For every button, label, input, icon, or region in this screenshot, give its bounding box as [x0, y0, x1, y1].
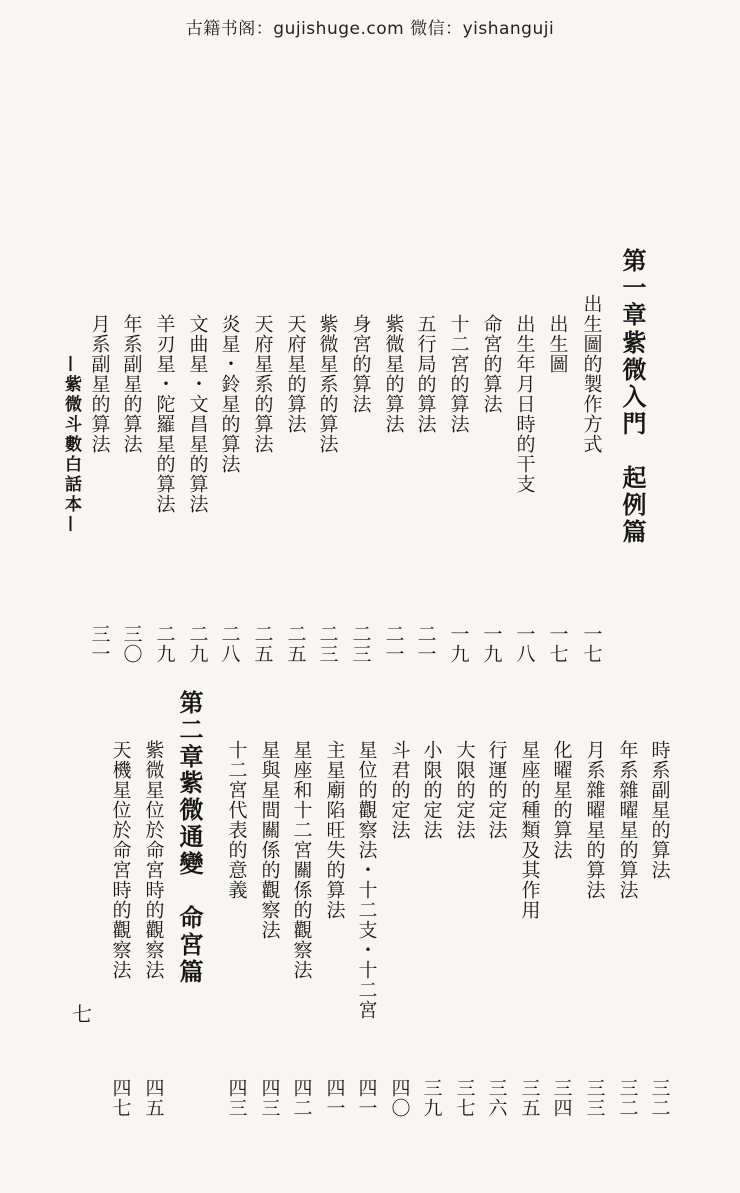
toc-entry-title: 星座和十二宮關係的觀察法 [290, 740, 313, 980]
toc-entry [610, 740, 644, 1118]
chapter-1-number: 第一章 [618, 248, 647, 329]
toc-entry [349, 740, 383, 1118]
toc-entry-title: 十二宮的算法 [447, 314, 470, 434]
toc-entry [343, 314, 377, 664]
toc-entry [447, 740, 481, 1118]
toc-entry-page: 三二 [616, 1078, 639, 1118]
toc-entry-page: 四五 [142, 1078, 165, 1118]
toc-entry-page: 三五 [518, 1078, 541, 1118]
toc-entry-title: 紫微星系的算法 [316, 314, 339, 454]
toc-entry-title: 十二宮代表的意義 [225, 740, 248, 900]
site-watermark-header: 古籍书阁：gujishuge.com 微信：yishanguji [185, 19, 555, 39]
toc-entry-title: 身宮的算法 [349, 314, 372, 414]
toc-entry [376, 314, 410, 664]
toc-entry-page: 三四 [550, 1078, 573, 1118]
toc-entry-page: 四一 [323, 1078, 346, 1118]
toc-entry-page: 二九 [186, 624, 209, 664]
toc-entry-page: 二九 [153, 624, 176, 664]
toc-entry-page: 三一 [88, 624, 111, 664]
toc-entry-page: 三三 [583, 1078, 606, 1118]
toc-entry-page: 四〇 [388, 1078, 411, 1118]
toc-entry [180, 314, 214, 664]
toc-entry-title: 命宮的算法 [480, 314, 503, 414]
toc-entry-title: 斗君的定法 [388, 740, 411, 840]
toc-entry-page: 四一 [355, 1078, 378, 1118]
toc-entry-title: 年系雜曜星的算法 [616, 740, 639, 900]
toc-entry-page: 一九 [480, 624, 503, 664]
toc-entry-title: 文曲星・文昌星的算法 [186, 314, 209, 514]
chapter-2-title: 紫微通變 命宮篇 [175, 770, 204, 986]
toc-entry-title: 主星廟陷旺失的算法 [323, 740, 346, 920]
toc-entry [310, 314, 344, 664]
toc-entry-page: 三二 [648, 1078, 671, 1118]
toc-entry [474, 314, 508, 664]
toc-entry [114, 314, 148, 664]
toc-entry-page: 三九 [420, 1078, 443, 1118]
toc-entry-title: 年系副星的算法 [120, 314, 143, 454]
toc-entry-title: 紫微星的算法 [382, 314, 405, 434]
toc-entry [136, 740, 170, 1118]
toc-entry [103, 740, 137, 1118]
toc-entry-title: 天府星的算法 [284, 314, 307, 434]
toc-entry-page: 三六 [485, 1078, 508, 1118]
toc-entry [82, 314, 116, 664]
toc-entry-page: 四三 [225, 1078, 248, 1118]
toc-entry [507, 314, 541, 664]
book-title-footer: —紫微斗數白話本— [61, 355, 81, 535]
toc-entry [642, 740, 676, 1118]
toc-entry-title: 五行局的算法 [414, 314, 437, 434]
toc-entry-page: 二三 [349, 624, 372, 664]
toc-entry [212, 314, 246, 664]
toc-entry-page: 一七 [546, 624, 569, 664]
toc-entry-page: 二五 [251, 624, 274, 664]
toc-entry-title: 星位的觀察法・十二支・十二宮 [355, 740, 378, 1020]
toc-entry-page: 二一 [414, 624, 437, 664]
toc-entry-page: 一七 [580, 624, 603, 664]
toc-entry-title: 小限的定法 [420, 740, 443, 840]
toc-entry-title: 月系雜曜星的算法 [583, 740, 606, 900]
toc-entry-page: 二一 [382, 624, 405, 664]
toc-entry-page: 一八 [513, 624, 536, 664]
toc-entry-title: 紫微星位於命宮時的觀察法 [142, 740, 165, 980]
toc-entry [317, 740, 351, 1118]
toc-entry-page: 四七 [109, 1078, 132, 1118]
toc-entry [252, 740, 286, 1118]
toc-entry [147, 314, 181, 664]
toc-entry [245, 314, 279, 664]
toc-entry-title: 化曜星的算法 [550, 740, 573, 860]
toc-entry-title: 出生圖 [546, 314, 569, 374]
toc-entry [544, 740, 578, 1118]
toc-entry-page: 一九 [447, 624, 470, 664]
toc-entry [574, 294, 608, 664]
toc-entry [408, 314, 442, 664]
toc-entry [382, 740, 416, 1118]
toc-entry [414, 740, 448, 1118]
toc-entry-page: 三七 [453, 1078, 476, 1118]
toc-entry-title: 出生年月日時的干支 [513, 314, 536, 494]
toc-entry-page: 四三 [258, 1078, 281, 1118]
toc-entry [278, 314, 312, 664]
toc-entry-title: 星與星間關係的觀察法 [258, 740, 281, 940]
toc-entry-title: 羊刃星・陀羅星的算法 [153, 314, 176, 514]
toc-entry-title: 星座的種類及其作用 [518, 740, 541, 920]
toc-entry-title: 月系副星的算法 [88, 314, 111, 454]
toc-entry [479, 740, 513, 1118]
toc-entry [512, 740, 546, 1118]
toc-entry-page: 二五 [284, 624, 307, 664]
toc-entry-page: 四二 [290, 1078, 313, 1118]
toc-entry [441, 314, 475, 664]
toc-entry-title: 行運的定法 [485, 740, 508, 840]
toc-entry-page: 二八 [218, 624, 241, 664]
toc-entry-title: 天機星位於命宮時的觀察法 [109, 740, 132, 980]
toc-entry [219, 740, 253, 1118]
toc-entry [577, 740, 611, 1118]
toc-entry-page: 三〇 [120, 624, 143, 664]
page-number: 七 [72, 1002, 92, 1026]
toc-entry-title: 大限的定法 [453, 740, 476, 840]
toc-entry-title: 出生圖的製作方式 [580, 294, 603, 454]
chapter-1-title: 紫微入門 起例篇 [618, 330, 647, 546]
chapter-2-number: 第二章 [175, 690, 204, 771]
toc-entry-title: 時系副星的算法 [648, 740, 671, 880]
toc-entry-title: 天府星系的算法 [251, 314, 274, 454]
toc-entry-page: 二三 [316, 624, 339, 664]
toc-entry [284, 740, 318, 1118]
toc-entry-title: 炎星・鈴星的算法 [218, 314, 241, 474]
toc-entry [540, 314, 574, 664]
